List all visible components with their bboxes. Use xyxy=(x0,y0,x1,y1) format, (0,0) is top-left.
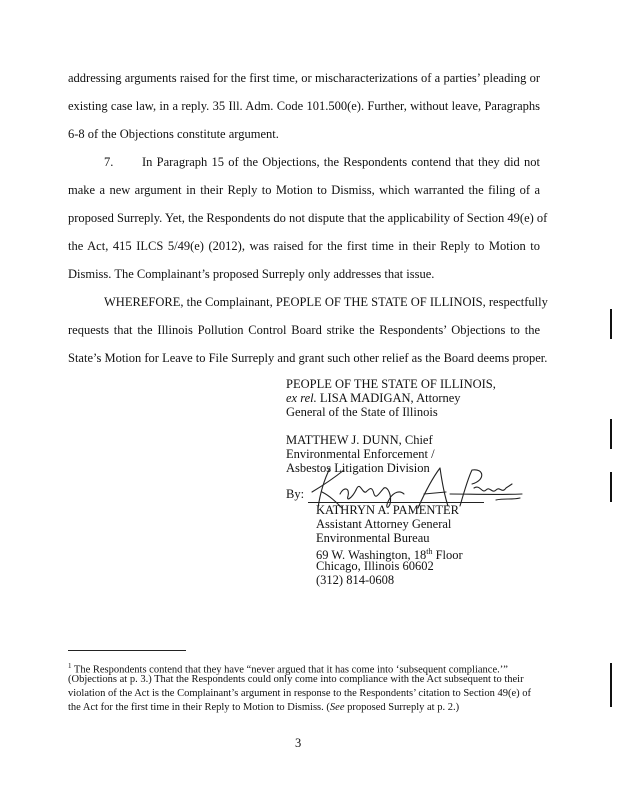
address-ordinal: th xyxy=(426,547,433,556)
address-street: 69 W. Washington, 18 xyxy=(316,548,427,563)
revision-bar xyxy=(610,419,612,449)
body-line: WHEREFORE, the Complainant, PEOPLE OF THE STATE OF ILLINOIS, respectfully xyxy=(104,295,548,309)
body-line: 6-8 of the Objections constitute argument. xyxy=(68,127,279,141)
ex-rel: ex rel. xyxy=(286,391,317,405)
signature-ag xyxy=(286,391,461,405)
body-line: State’s Motion for Leave to File Surreply and grant such other relief as the Board deems proper. xyxy=(68,351,548,365)
footnote-marker: 1 xyxy=(68,662,72,670)
footnote-text: The Respondents contend that they have “never argued that it has come into ‘subsequent compliance.’” xyxy=(71,664,508,676)
signature-ag-title: General of the State of Illinois xyxy=(286,405,438,419)
phone: (312) 814-0608 xyxy=(316,573,395,587)
revision-bar xyxy=(610,472,612,502)
address-floor: Floor xyxy=(432,548,463,563)
signature-chief: MATTHEW J. DUNN, Chief xyxy=(286,433,433,447)
attorney-name: KATHRYN A. PAMENTER xyxy=(316,503,459,517)
body-line: requests that the Illinois Pollution Control Board strike the Respondents’ Objections to the xyxy=(68,323,540,337)
footnote-text: the Act for the first time in their Reply to Motion to Dismiss. xyxy=(68,702,324,713)
footnote-see: See xyxy=(329,702,345,713)
body-line: Dismiss. The Complainant’s proposed Surreply only addresses that issue. xyxy=(68,267,435,281)
footnote-line xyxy=(68,702,548,714)
footnote-line: (Objections at p. 3.) That the Respondents could only come into compliance with the Act subsequent to their xyxy=(68,674,524,685)
footnote-rule xyxy=(68,650,186,651)
body-line: the Act, 415 ILCS 5/49(e) (2012), was raised for the first time in their Reply to Motion to xyxy=(68,239,540,253)
body-line: In Paragraph 15 of the Objections, the Respondents contend that they did not xyxy=(142,155,540,169)
body-line: addressing arguments raised for the first time, or mischaracterizations of a parties’ pleading or xyxy=(68,71,540,85)
paragraph-number: 7. xyxy=(104,155,114,169)
page-number: 3 xyxy=(295,736,302,750)
revision-bar xyxy=(610,663,612,707)
city: Chicago, Illinois 60602 xyxy=(316,559,434,573)
bureau: Environmental Bureau xyxy=(316,531,430,545)
ag-name: LISA MADIGAN, Attorney xyxy=(316,391,461,405)
footnote-line: violation of the Act is the Complainant’s argument in response to the Respondents’ citation to Section 49(e) of xyxy=(68,688,531,699)
revision-bar xyxy=(610,309,612,339)
signature-division: Environmental Enforcement / xyxy=(286,447,435,461)
body-line: existing case law, in a reply. 35 Ill. Adm. Code 101.500(e). Further, without leave, Paragraphs xyxy=(68,99,540,113)
body-line: proposed Surreply. Yet, the Respondents do not dispute that the applicability of Section 49(e) of xyxy=(68,211,548,225)
footnote-cite: proposed Surreply at p. 2.) xyxy=(344,702,460,713)
by-label: By: xyxy=(286,487,305,501)
signature-division: Asbestos Litigation Division xyxy=(286,461,430,475)
body-line: make a new argument in their Reply to Motion to Dismiss, which warranted the filing of a xyxy=(68,183,540,197)
footnote-cite-open: ( xyxy=(323,702,330,713)
attorney-title: Assistant Attorney General xyxy=(316,517,452,531)
signature-party: PEOPLE OF THE STATE OF ILLINOIS, xyxy=(286,377,496,391)
